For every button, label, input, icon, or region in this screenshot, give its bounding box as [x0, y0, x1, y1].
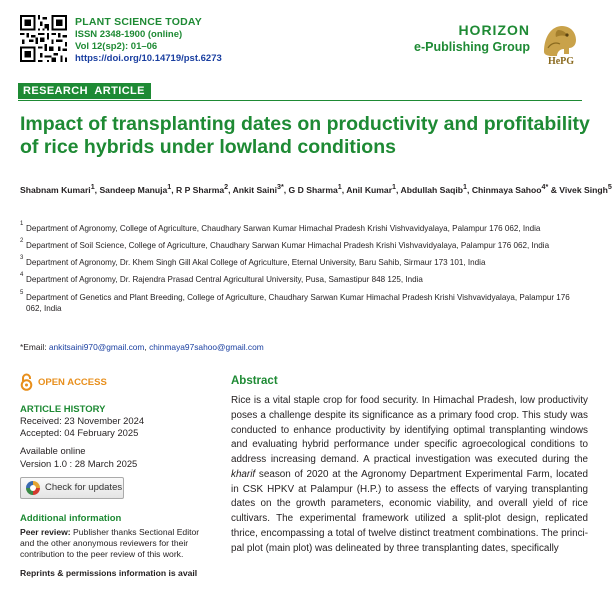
affiliation-item: 3 Department of Agronomy, Dr. Khem Singh Gill Akal College of Agriculture, Eternal University, Baru Sahib, Sirmaur 173 101, India — [20, 255, 486, 268]
open-access-label: OPEN ACCESS — [20, 373, 212, 391]
received-date: Received: 23 November 2024 — [20, 415, 145, 426]
header-divider — [18, 100, 582, 101]
article-sidebar — [20, 373, 212, 578]
accepted-date: Accepted: 04 February 2025 — [20, 427, 139, 439]
author-4: Ankit Saini$^{3*}$, — [232, 183, 289, 195]
author-8: Chinmaya Sahoo$^{4*}$ & — [471, 183, 560, 195]
journal-volume: Vol 12(sp2): 01–06 — [75, 41, 158, 52]
affiliation-item: 1 Department of Agronomy, College of Agriculture, Chaudhary Sarwan Kumar Himachal Pradesh Krishi Vishvavidyalaya, Palampur 176 062, India — [20, 221, 541, 233]
corresponding-email — [20, 342, 264, 352]
author-list — [20, 183, 612, 195]
publisher-line1: HORIZON — [458, 22, 530, 38]
abstract-section — [231, 375, 588, 556]
journal-info — [75, 16, 222, 65]
author-5: G D Sharma$^1$, — [288, 183, 347, 195]
author-2: Sandeep Manuja$^1$, — [99, 183, 177, 195]
reprints-note: Reprints & permissions information is avail — [20, 568, 198, 579]
email-link-2[interactable]: chinmaya97sahoo@gmail.com — [149, 342, 264, 352]
journal-name: PLANT SCIENCE TODAY — [75, 16, 202, 28]
open-access-icon — [20, 373, 33, 391]
article-type-badge: RESEARCH ARTICLE — [18, 83, 151, 99]
affiliation-item: 4 Department of Agronomy, Dr. Rajendra Prasad Central Agricultural University, Pusa, Samastipur 848 125, India — [20, 272, 423, 285]
article-title: Impact of transplanting dates on productivity and profitability of rice hybrids under lowland conditions — [20, 113, 590, 159]
publisher-line2: e-Publishing Group — [414, 40, 530, 54]
article-history-heading: ARTICLE HISTORY — [20, 404, 106, 415]
email-link-1[interactable]: ankitsaini970@gmail.com — [48, 342, 145, 352]
email-separator: , — [144, 342, 147, 352]
available-online: Available online — [20, 445, 86, 457]
qr-code — [20, 15, 67, 62]
affiliation-item: 5 Department of Genetics and Plant Breeding, College of Agriculture, Chaudhary Sarwan Kumar Himachal Pradesh Krishi Vishvavidyalaya, Palampur 176 062, India — [20, 289, 570, 313]
journal-issn: ISSN 2348-1900 (online) — [75, 29, 183, 41]
affiliations — [20, 223, 585, 320]
email-label: *Email: — [20, 342, 47, 352]
crossmark-icon — [25, 480, 41, 496]
version-date: Version 1.0 : 28 March 2025 — [20, 457, 138, 469]
affiliation-item: 2 Department of Soil Science, College of Agriculture, Chaudhary Sarwan Kumar Himachal Pradesh Krishi Vishvavidyalaya, Palampur 176 062, India — [20, 238, 550, 251]
logo-text: HePG — [547, 56, 575, 67]
author-3: R P Sharma$^2$, — [176, 183, 233, 195]
author-6: Anil Kumar$^1$, — [346, 183, 401, 195]
check-for-updates-button[interactable]: Check for updates — [20, 477, 124, 499]
author-7: Abdullah Saqib$^1$, — [400, 183, 472, 195]
abstract-heading: Abstract — [231, 375, 278, 387]
author-9: Vivek Singh$^5$ — [559, 183, 612, 195]
publisher-name — [414, 22, 530, 54]
peer-review-note: Peer review: Publisher thanks Sectional Editor and the other anonymous reviewers for their contribution to the peer review of this work. — [20, 526, 200, 560]
abstract-text: Rice is a vital staple crop for food security. In Himachal Pradesh, low productivity poses a challenge despite its significance as a primary food crop. This study was conducted to enhance productivity by identifying optimal transplanting windows and evaluating hybrid performance under specific agroecological conditions to address increasing demand. A practical investigation was executed during the kharif season of 2020 at the Agronomy Department Experimental Farm, located in CSK HPKV at Palampur (H.P.) to assess the effects of varying transplanting dates on the growth parameters, economic viability, and overall yield of rice cultivars. The experimental framework utilized a split-plot design, replicated thrice, encompassing a total of twelve distinct treatment combinations. The principal plot (main plot) was delineated by three transplanting dates, specifically — [231, 395, 588, 554]
doi-link[interactable]: https://doi.org/10.14719/pst.6273 — [75, 52, 222, 64]
additional-information-heading: Additional information — [20, 512, 122, 524]
author-1: Shabnam Kumari$^1$, — [20, 183, 100, 195]
